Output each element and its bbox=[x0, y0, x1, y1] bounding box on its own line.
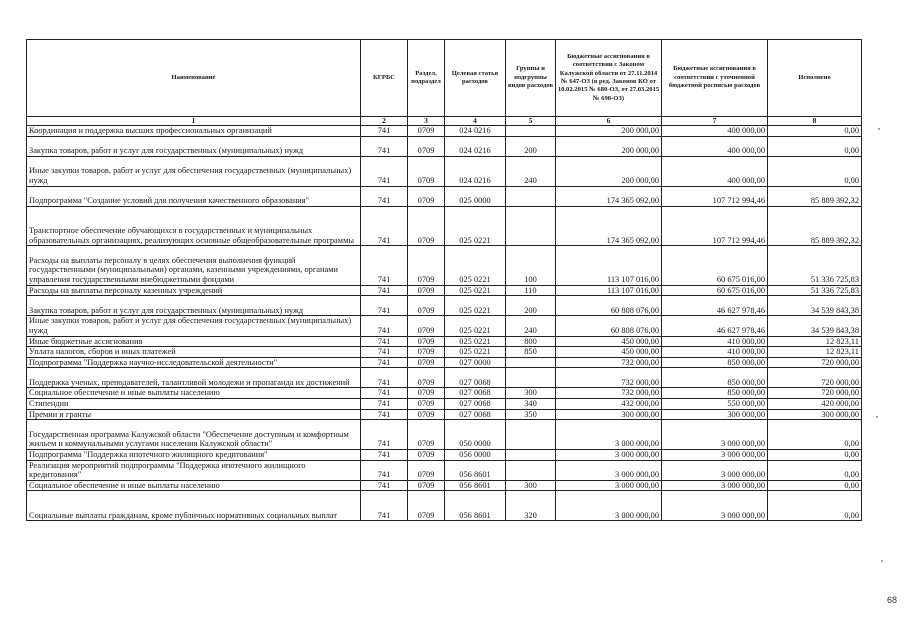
row-target-article: 025 0221 bbox=[445, 206, 506, 245]
row-kgrbs: 741 bbox=[361, 285, 408, 296]
row-section: 0709 bbox=[408, 246, 445, 285]
header-executed: Исполнено bbox=[768, 40, 862, 117]
column-number: 5 bbox=[506, 117, 556, 126]
row-kgrbs: 741 bbox=[361, 136, 408, 156]
table-row bbox=[27, 450, 862, 461]
row-expense-group: 350 bbox=[506, 409, 556, 420]
row-expense-group bbox=[506, 460, 556, 480]
row-target-article: 025 0221 bbox=[445, 285, 506, 296]
row-section: 0709 bbox=[408, 491, 445, 521]
row-section: 0709 bbox=[408, 136, 445, 156]
header-refined-budget: Бюджетные ассигнования в соответствии с уточненной бюджетной росписью расходов bbox=[662, 40, 768, 117]
row-refined-amount: 400 000,00 bbox=[662, 126, 768, 137]
table-row bbox=[27, 336, 862, 347]
row-name: Премии и гранты bbox=[27, 409, 361, 420]
row-expense-group: 340 bbox=[506, 399, 556, 410]
row-refined-amount: 410 000,00 bbox=[662, 336, 768, 347]
row-section: 0709 bbox=[408, 126, 445, 137]
row-expense-group bbox=[506, 206, 556, 245]
row-section: 0709 bbox=[408, 357, 445, 368]
row-refined-amount: 60 675 016,00 bbox=[662, 285, 768, 296]
row-refined-amount: 410 000,00 bbox=[662, 347, 768, 358]
row-executed-amount: 0,00 bbox=[768, 491, 862, 521]
table-row bbox=[27, 409, 862, 420]
row-expense-group: 320 bbox=[506, 491, 556, 521]
row-approved-amount: 113 107 016,00 bbox=[556, 285, 662, 296]
row-expense-group bbox=[506, 368, 556, 388]
row-name: Закупка товаров, работ и услуг для государственных (муниципальных) нужд bbox=[27, 296, 361, 316]
row-kgrbs: 741 bbox=[361, 420, 408, 450]
table-row bbox=[27, 285, 862, 296]
row-refined-amount: 3 000 000,00 bbox=[662, 420, 768, 450]
column-number: 6 bbox=[556, 117, 662, 126]
row-executed-amount: 300 000,00 bbox=[768, 409, 862, 420]
row-expense-group: 300 bbox=[506, 388, 556, 399]
row-kgrbs: 741 bbox=[361, 357, 408, 368]
row-executed-amount: 0,00 bbox=[768, 156, 862, 186]
row-executed-amount: 85 889 392,32 bbox=[768, 186, 862, 206]
row-approved-amount: 450 000,00 bbox=[556, 347, 662, 358]
row-approved-amount: 200 000,00 bbox=[556, 126, 662, 137]
row-kgrbs: 741 bbox=[361, 491, 408, 521]
row-refined-amount: 550 000,00 bbox=[662, 399, 768, 410]
column-number-row bbox=[27, 117, 862, 126]
row-section: 0709 bbox=[408, 409, 445, 420]
row-target-article: 027 0000 bbox=[445, 357, 506, 368]
row-approved-amount: 732 000,00 bbox=[556, 368, 662, 388]
row-section: 0709 bbox=[408, 388, 445, 399]
row-expense-group: 110 bbox=[506, 285, 556, 296]
row-target-article: 056 8601 bbox=[445, 491, 506, 521]
row-kgrbs: 741 bbox=[361, 388, 408, 399]
budget-table bbox=[26, 39, 862, 521]
row-executed-amount: 85 889 392,32 bbox=[768, 206, 862, 245]
row-executed-amount: 0,00 bbox=[768, 450, 862, 461]
table-row bbox=[27, 156, 862, 186]
row-name: Иные бюджетные ассигнования bbox=[27, 336, 361, 347]
row-section: 0709 bbox=[408, 420, 445, 450]
row-kgrbs: 741 bbox=[361, 409, 408, 420]
row-executed-amount: 0,00 bbox=[768, 460, 862, 480]
row-approved-amount: 174 365 092,00 bbox=[556, 206, 662, 245]
row-expense-group: 200 bbox=[506, 136, 556, 156]
table-row bbox=[27, 491, 862, 521]
row-kgrbs: 741 bbox=[361, 186, 408, 206]
row-section: 0709 bbox=[408, 285, 445, 296]
row-target-article: 025 0221 bbox=[445, 316, 506, 336]
row-refined-amount: 46 627 978,46 bbox=[662, 316, 768, 336]
row-refined-amount: 3 000 000,00 bbox=[662, 480, 768, 491]
row-kgrbs: 741 bbox=[361, 126, 408, 137]
row-kgrbs: 741 bbox=[361, 156, 408, 186]
row-target-article: 025 0000 bbox=[445, 186, 506, 206]
row-approved-amount: 732 000,00 bbox=[556, 357, 662, 368]
row-section: 0709 bbox=[408, 368, 445, 388]
header-kgrbs: КГРБС bbox=[361, 40, 408, 117]
row-expense-group: 850 bbox=[506, 347, 556, 358]
row-approved-amount: 3 000 000,00 bbox=[556, 460, 662, 480]
row-approved-amount: 450 000,00 bbox=[556, 336, 662, 347]
table-body bbox=[27, 126, 862, 521]
row-name: Расходы на выплаты персоналу казенных учреждений bbox=[27, 285, 361, 296]
row-refined-amount: 3 000 000,00 bbox=[662, 491, 768, 521]
row-section: 0709 bbox=[408, 156, 445, 186]
row-section: 0709 bbox=[408, 480, 445, 491]
row-target-article: 025 0221 bbox=[445, 296, 506, 316]
column-number: 4 bbox=[445, 117, 506, 126]
row-expense-group: 240 bbox=[506, 156, 556, 186]
row-target-article: 050 0000 bbox=[445, 420, 506, 450]
row-kgrbs: 741 bbox=[361, 450, 408, 461]
row-kgrbs: 741 bbox=[361, 368, 408, 388]
row-approved-amount: 3 000 000,00 bbox=[556, 450, 662, 461]
table-row bbox=[27, 126, 862, 137]
row-name: Координация и поддержка высших профессиональных организаций bbox=[27, 126, 361, 137]
row-target-article: 056 0000 bbox=[445, 450, 506, 461]
column-number: 1 bbox=[27, 117, 361, 126]
scan-speck bbox=[881, 560, 883, 562]
row-executed-amount: 51 336 725,83 bbox=[768, 285, 862, 296]
row-refined-amount: 3 000 000,00 bbox=[662, 460, 768, 480]
table-row bbox=[27, 388, 862, 399]
row-refined-amount: 3 000 000,00 bbox=[662, 450, 768, 461]
column-number: 8 bbox=[768, 117, 862, 126]
row-section: 0709 bbox=[408, 460, 445, 480]
table-row bbox=[27, 206, 862, 245]
row-target-article: 025 0221 bbox=[445, 347, 506, 358]
row-approved-amount: 3 000 000,00 bbox=[556, 420, 662, 450]
row-refined-amount: 400 000,00 bbox=[662, 136, 768, 156]
table-row bbox=[27, 357, 862, 368]
table-row bbox=[27, 480, 862, 491]
table-row bbox=[27, 186, 862, 206]
row-target-article: 027 0068 bbox=[445, 409, 506, 420]
row-name: Уплата налогов, сборов и иных платежей bbox=[27, 347, 361, 358]
row-approved-amount: 113 107 016,00 bbox=[556, 246, 662, 285]
row-executed-amount: 720 000,00 bbox=[768, 388, 862, 399]
column-number: 2 bbox=[361, 117, 408, 126]
row-approved-amount: 60 808 076,00 bbox=[556, 296, 662, 316]
row-name: Государственная программа Калужской области "Обеспечение доступным и комфортным жильем и коммунальными услугами населения Калужской области" bbox=[27, 420, 361, 450]
table-row bbox=[27, 136, 862, 156]
table-row bbox=[27, 368, 862, 388]
row-refined-amount: 60 675 016,00 bbox=[662, 246, 768, 285]
row-refined-amount: 850 000,00 bbox=[662, 368, 768, 388]
row-kgrbs: 741 bbox=[361, 347, 408, 358]
row-kgrbs: 741 bbox=[361, 316, 408, 336]
table-row bbox=[27, 296, 862, 316]
row-section: 0709 bbox=[408, 336, 445, 347]
row-executed-amount: 720 000,00 bbox=[768, 368, 862, 388]
row-name: Социальное обеспечение и иные выплаты населению bbox=[27, 388, 361, 399]
header-section: Раздел, подраздел bbox=[408, 40, 445, 117]
row-kgrbs: 741 bbox=[361, 399, 408, 410]
row-name: Реализация мероприятий подпрограммы "Поддержка ипотечного жилищного кредитования" bbox=[27, 460, 361, 480]
row-expense-group bbox=[506, 186, 556, 206]
row-refined-amount: 400 000,00 bbox=[662, 156, 768, 186]
table-row bbox=[27, 420, 862, 450]
header-name: Наименование bbox=[27, 40, 361, 117]
row-refined-amount: 300 000,00 bbox=[662, 409, 768, 420]
row-name: Расходы на выплаты персоналу в целях обеспечения выполнения функций государственными (муниципальными) органами, казенными учреждениями, органами управления государственными внебюджетными фондами bbox=[27, 246, 361, 285]
row-refined-amount: 850 000,00 bbox=[662, 388, 768, 399]
row-target-article: 024 0216 bbox=[445, 136, 506, 156]
row-name: Социальное обеспечение и иные выплаты населению bbox=[27, 480, 361, 491]
row-executed-amount: 0,00 bbox=[768, 420, 862, 450]
row-kgrbs: 741 bbox=[361, 206, 408, 245]
row-name: Иные закупки товаров, работ и услуг для обеспечения государственных (муниципальных) нужд bbox=[27, 316, 361, 336]
row-name: Стипендии bbox=[27, 399, 361, 410]
row-expense-group: 240 bbox=[506, 316, 556, 336]
row-approved-amount: 300 000,00 bbox=[556, 409, 662, 420]
row-refined-amount: 107 712 994,46 bbox=[662, 186, 768, 206]
row-target-article: 027 0068 bbox=[445, 399, 506, 410]
row-executed-amount: 34 539 843,38 bbox=[768, 316, 862, 336]
row-target-article: 056 8601 bbox=[445, 480, 506, 491]
row-executed-amount: 34 539 843,38 bbox=[768, 296, 862, 316]
row-executed-amount: 12 823,11 bbox=[768, 347, 862, 358]
header-target-article: Целевая статья расходов bbox=[445, 40, 506, 117]
row-refined-amount: 107 712 994,46 bbox=[662, 206, 768, 245]
page-number: 68 bbox=[886, 595, 897, 605]
column-number: 7 bbox=[662, 117, 768, 126]
row-refined-amount: 46 627 978,46 bbox=[662, 296, 768, 316]
row-name: Подпрограмма "Поддержка научно-исследовательской деятельности" bbox=[27, 357, 361, 368]
row-target-article: 056 8601 bbox=[445, 460, 506, 480]
row-expense-group: 200 bbox=[506, 296, 556, 316]
row-section: 0709 bbox=[408, 316, 445, 336]
header-row bbox=[27, 40, 862, 117]
row-name: Иные закупки товаров, работ и услуг для обеспечения государственных (муниципальных) нужд bbox=[27, 156, 361, 186]
row-expense-group bbox=[506, 357, 556, 368]
row-executed-amount: 0,00 bbox=[768, 480, 862, 491]
row-section: 0709 bbox=[408, 296, 445, 316]
row-kgrbs: 741 bbox=[361, 296, 408, 316]
row-expense-group bbox=[506, 126, 556, 137]
row-approved-amount: 732 000,00 bbox=[556, 388, 662, 399]
row-target-article: 027 0068 bbox=[445, 388, 506, 399]
row-section: 0709 bbox=[408, 450, 445, 461]
header-approved-budget: Бюджетные ассигнования в соответствии с Законом Калужской области от 27.11.2014 № 647-ОЗ (в ред. Законов КО от 10.02.2015 № 680-ОЗ, от 27.03.2015 № 698-ОЗ) bbox=[556, 40, 662, 117]
row-section: 0709 bbox=[408, 186, 445, 206]
row-expense-group bbox=[506, 420, 556, 450]
table-row bbox=[27, 246, 862, 285]
table-row bbox=[27, 460, 862, 480]
scan-speck bbox=[878, 128, 880, 130]
row-expense-group: 100 bbox=[506, 246, 556, 285]
row-section: 0709 bbox=[408, 399, 445, 410]
row-target-article: 025 0221 bbox=[445, 246, 506, 285]
row-name: Транспортное обеспечение обучающихся в государственных и муниципальных образовательных организациях, реализующих основные общеобразовательные программы bbox=[27, 206, 361, 245]
scan-speck bbox=[876, 416, 878, 418]
row-target-article: 024 0216 bbox=[445, 126, 506, 137]
row-section: 0709 bbox=[408, 347, 445, 358]
row-target-article: 024 0216 bbox=[445, 156, 506, 186]
row-executed-amount: 420 000,00 bbox=[768, 399, 862, 410]
row-kgrbs: 741 bbox=[361, 460, 408, 480]
row-executed-amount: 12 823,11 bbox=[768, 336, 862, 347]
row-executed-amount: 720 000,00 bbox=[768, 357, 862, 368]
row-name: Социальные выплаты гражданам, кроме публичных нормативных социальных выплат bbox=[27, 491, 361, 521]
row-target-article: 025 0221 bbox=[445, 336, 506, 347]
table-row bbox=[27, 316, 862, 336]
table-row bbox=[27, 347, 862, 358]
row-kgrbs: 741 bbox=[361, 336, 408, 347]
row-name: Подпрограмма "Создание условий для получения качественного образования" bbox=[27, 186, 361, 206]
row-expense-group: 300 bbox=[506, 480, 556, 491]
row-expense-group: 800 bbox=[506, 336, 556, 347]
row-approved-amount: 3 000 000,00 bbox=[556, 491, 662, 521]
row-name: Поддержка ученых, преподавателей, талантливой молодежи и пропаганда их достижений bbox=[27, 368, 361, 388]
row-kgrbs: 741 bbox=[361, 246, 408, 285]
row-executed-amount: 51 336 725,83 bbox=[768, 246, 862, 285]
row-expense-group bbox=[506, 450, 556, 461]
row-approved-amount: 174 365 092,00 bbox=[556, 186, 662, 206]
row-approved-amount: 200 000,00 bbox=[556, 156, 662, 186]
row-approved-amount: 3 000 000,00 bbox=[556, 480, 662, 491]
row-approved-amount: 60 808 076,00 bbox=[556, 316, 662, 336]
table-row bbox=[27, 399, 862, 410]
row-executed-amount: 0,00 bbox=[768, 126, 862, 137]
row-section: 0709 bbox=[408, 206, 445, 245]
header-expense-group: Группы и подгруппы видов расходов bbox=[506, 40, 556, 117]
row-kgrbs: 741 bbox=[361, 480, 408, 491]
row-target-article: 027 0068 bbox=[445, 368, 506, 388]
row-name: Подпрограмма "Поддержка ипотечного жилищного кредитования" bbox=[27, 450, 361, 461]
row-name: Закупка товаров, работ и услуг для государственных (муниципальных) нужд bbox=[27, 136, 361, 156]
row-refined-amount: 850 000,00 bbox=[662, 357, 768, 368]
column-number: 3 bbox=[408, 117, 445, 126]
row-approved-amount: 200 000,00 bbox=[556, 136, 662, 156]
row-executed-amount: 0,00 bbox=[768, 136, 862, 156]
row-approved-amount: 432 000,00 bbox=[556, 399, 662, 410]
